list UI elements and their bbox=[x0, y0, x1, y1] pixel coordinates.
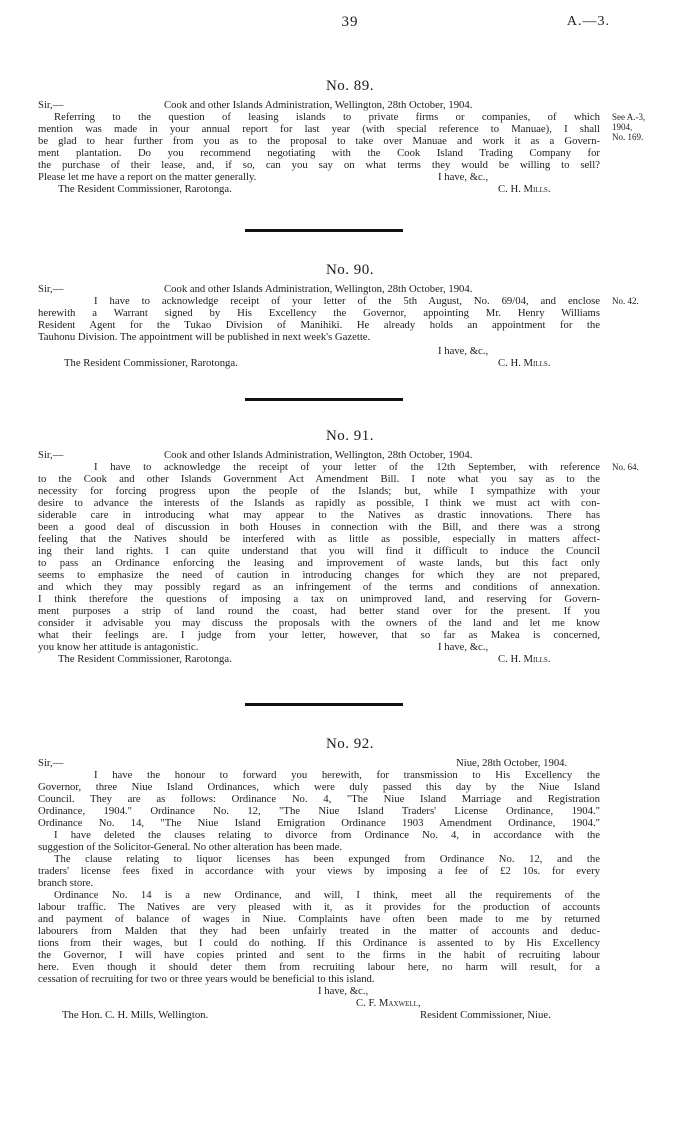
letter-92-line: branch store. bbox=[38, 877, 94, 889]
letter-89-title: No. 89. bbox=[325, 78, 375, 94]
letter-91-heading: Cook and other Islands Administration, Wellington, 28th October, 1904. bbox=[164, 449, 473, 461]
letter-89-line: Please let me have a report on the matter generally. bbox=[38, 171, 257, 183]
letter-89-closing: I have, &c., bbox=[438, 171, 489, 183]
document-reference: A.—3. bbox=[566, 14, 610, 29]
letter-91-line: what their feelings are. I judge from your letter, however, that so far as Makea is concerned, bbox=[38, 629, 600, 641]
letter-92-heading: Niue, 28th October, 1904. bbox=[456, 757, 568, 769]
letter-90-margin-note: No. 42. bbox=[612, 296, 639, 306]
letter-92-line: Ordinance No. 14, "The Niue Island Emigration Ordinance 1903 Amendment Ordinance, 1904." bbox=[38, 817, 600, 829]
letter-91-line: siderable care in introducing what may appear to the Natives as drastic innovations. There has bbox=[38, 509, 600, 521]
letter-90-line: herewith a Warrant signed by His Excellency the Governor, appointing Mr. Henry Williams bbox=[38, 307, 600, 319]
letter-91-line: to pass an Ordinance enforcing the leasing and improvement of waste lands, but this fact only bbox=[38, 557, 600, 569]
letter-89-signature: C. H. Mills. bbox=[498, 183, 551, 195]
letter-91-signature: C. H. Mills. bbox=[498, 653, 551, 665]
letter-91-line: necessity for forcing progress upon the people of the Islands; but, while I sympathize with your bbox=[38, 485, 600, 497]
letter-91-title: No. 91. bbox=[325, 428, 375, 444]
letter-92-line: tions from their wages, but I could do nothing. If this Ordinance is assented to by His Excellency bbox=[38, 937, 600, 949]
letter-91-line: ment purposes a strip of land round the coast, had better stand over for the present. If you bbox=[38, 605, 600, 617]
letter-89-addressee: The Resident Commissioner, Rarotonga. bbox=[58, 183, 232, 195]
letter-92-line: and payment of balance of wages in Niue. Complaints have often been made to me by returned bbox=[38, 913, 600, 925]
letter-89-line: the purchase of their lease, and, if so, can you say on what terms they would be willing to sell? bbox=[38, 159, 600, 171]
letter-89-heading: Cook and other Islands Administration, Wellington, 28th October, 1904. bbox=[164, 99, 473, 111]
letter-89-margin-note: See A.-3, 1904, No. 169. bbox=[612, 112, 646, 142]
letter-92-closing: I have, &c., bbox=[318, 985, 369, 997]
letter-92-line: here. Even though it should deter them from recruiting labour here, no harm will result, for a bbox=[38, 961, 600, 973]
letter-91-salutation: Sir,— bbox=[38, 449, 64, 461]
letter-91-line: I think therefore the questions of imposing a tax on unimproved land, and reserving for Govern- bbox=[38, 593, 600, 605]
letter-89-line: mention was made in your annual report for last year (with special reference to Manuae), I shall bbox=[38, 123, 600, 135]
letter-92-line: Governor, three Niue Island Ordinances, which were duly passed this day by the Niue Island bbox=[38, 781, 600, 793]
letter-92-line: suggestion of the Solicitor-General. No other alteration has been made. bbox=[38, 841, 342, 853]
letter-92-line: I have the honour to forward you herewith, for transmission to His Excellency the bbox=[94, 769, 600, 781]
letter-92-line: I have deleted the clauses relating to divorce from Ordinance No. 4, in accordance with the bbox=[54, 829, 600, 841]
letter-90-closing: I have, &c., bbox=[438, 345, 489, 357]
letter-92-line: The clause relating to liquor licenses has been expunged from Ordinance No. 12, and the bbox=[54, 853, 600, 865]
letter-91-addressee: The Resident Commissioner, Rarotonga. bbox=[58, 653, 232, 665]
letter-91-margin-note: No. 64. bbox=[612, 462, 639, 472]
letter-91-line: to the Cook and other Islands Government Act Amendment Bill. I note what you say as to the bbox=[38, 473, 600, 485]
section-divider bbox=[245, 398, 403, 401]
letter-92-signature-title: Resident Commissioner, Niue. bbox=[420, 1009, 551, 1021]
letter-92-line: labour traffic. The Natives are very pleased with it, as it provides for the production of accounts bbox=[38, 901, 600, 913]
letter-90-heading: Cook and other Islands Administration, Wellington, 28th October, 1904. bbox=[164, 283, 473, 295]
letter-91-line: ing their land rights. I can quite understand that you will find it difficult to induce the Council bbox=[38, 545, 600, 557]
letter-91-line: consider it advisable you may discuss the proposals with the owners of the land and let me know bbox=[38, 617, 600, 629]
section-divider bbox=[245, 703, 403, 706]
section-divider bbox=[245, 229, 403, 232]
letter-92-salutation: Sir,— bbox=[38, 757, 64, 769]
letter-92-line: Council. They are as follows: Ordinance No. 4, "The Niue Island Marriage and Registration bbox=[38, 793, 600, 805]
letter-91-line: and which they may possibly regard as an infringement of the terms and conditions of annexation. bbox=[38, 581, 600, 593]
letter-90-signature: C. H. Mills. bbox=[498, 357, 551, 369]
letter-92-line: Ordinance, 1904." Ordinance No. 12, "The Niue Island Traders' License Ordinance, 1904." bbox=[38, 805, 600, 817]
letter-89-salutation: Sir,— bbox=[38, 99, 64, 111]
letter-90-salutation: Sir,— bbox=[38, 283, 64, 295]
letter-91-line: I have to acknowledge the receipt of your letter of the 12th September, with reference bbox=[94, 461, 600, 473]
letter-90-line: Resident Agent for the Tukao Division of Manihiki. He already holds an appointment for the bbox=[38, 319, 600, 331]
letter-92-title: No. 92. bbox=[325, 736, 375, 752]
letter-89-line: Referring to the question of leasing islands to private firms or companies, of which bbox=[54, 111, 600, 123]
letter-92-line: traders' license fees fixed in accordance with your views by imposing a fee of £2 10s. for every bbox=[38, 865, 600, 877]
letter-92-line: cessation of recruiting for two or three years would be beneficial to this island. bbox=[38, 973, 375, 985]
letter-92-addressee: The Hon. C. H. Mills, Wellington. bbox=[62, 1009, 209, 1021]
letter-90-title: No. 90. bbox=[325, 262, 375, 278]
letter-89-line: be glad to hear further from you as to the proposal to take over Manuae and work it as a Govern- bbox=[38, 135, 600, 147]
letter-91-line: been a good deal of discussion in both Houses in connection with the Bill, and there was a strong bbox=[38, 521, 600, 533]
letter-91-line: you know her attitude is antagonistic. bbox=[38, 641, 199, 653]
letter-92-line: the Governor, I will have copies printed and sent to the firms in the habit of recruiting labour bbox=[38, 949, 600, 961]
letter-92-line: labourers from Malden that they had been unfairly treated in the matter of accounts and deduc- bbox=[38, 925, 600, 937]
letter-90-line: I have to acknowledge receipt of your letter of the 5th August, No. 69/04, and enclose bbox=[94, 295, 600, 307]
letter-90-line: Tauhonu Division. The appointment will be published in next week's Gazette. bbox=[38, 331, 371, 343]
letter-89-line: ment plantation. Do you recommend negotiating with the Cook Island Trading Company for bbox=[38, 147, 600, 159]
letter-91-closing: I have, &c., bbox=[438, 641, 489, 653]
letter-91-line: feeling that the Natives should be interfered with as little as possible, especially in matters affect- bbox=[38, 533, 600, 545]
letter-92-line: Ordinance No. 14 is a new Ordinance, and will, I think, meet all the requirements of the bbox=[54, 889, 600, 901]
letter-90-addressee: The Resident Commissioner, Rarotonga. bbox=[64, 357, 238, 369]
page-number: 39 bbox=[341, 14, 359, 30]
letter-91-line: desire to advance the interests of the Islands as rapidly as possible, I think we must act with con- bbox=[38, 497, 600, 509]
letter-91-line: seems to emphasize the need of caution in introducing changes for which they are not prepared, bbox=[38, 569, 600, 581]
letter-92-signature: C. F. Maxwell, bbox=[356, 997, 421, 1009]
